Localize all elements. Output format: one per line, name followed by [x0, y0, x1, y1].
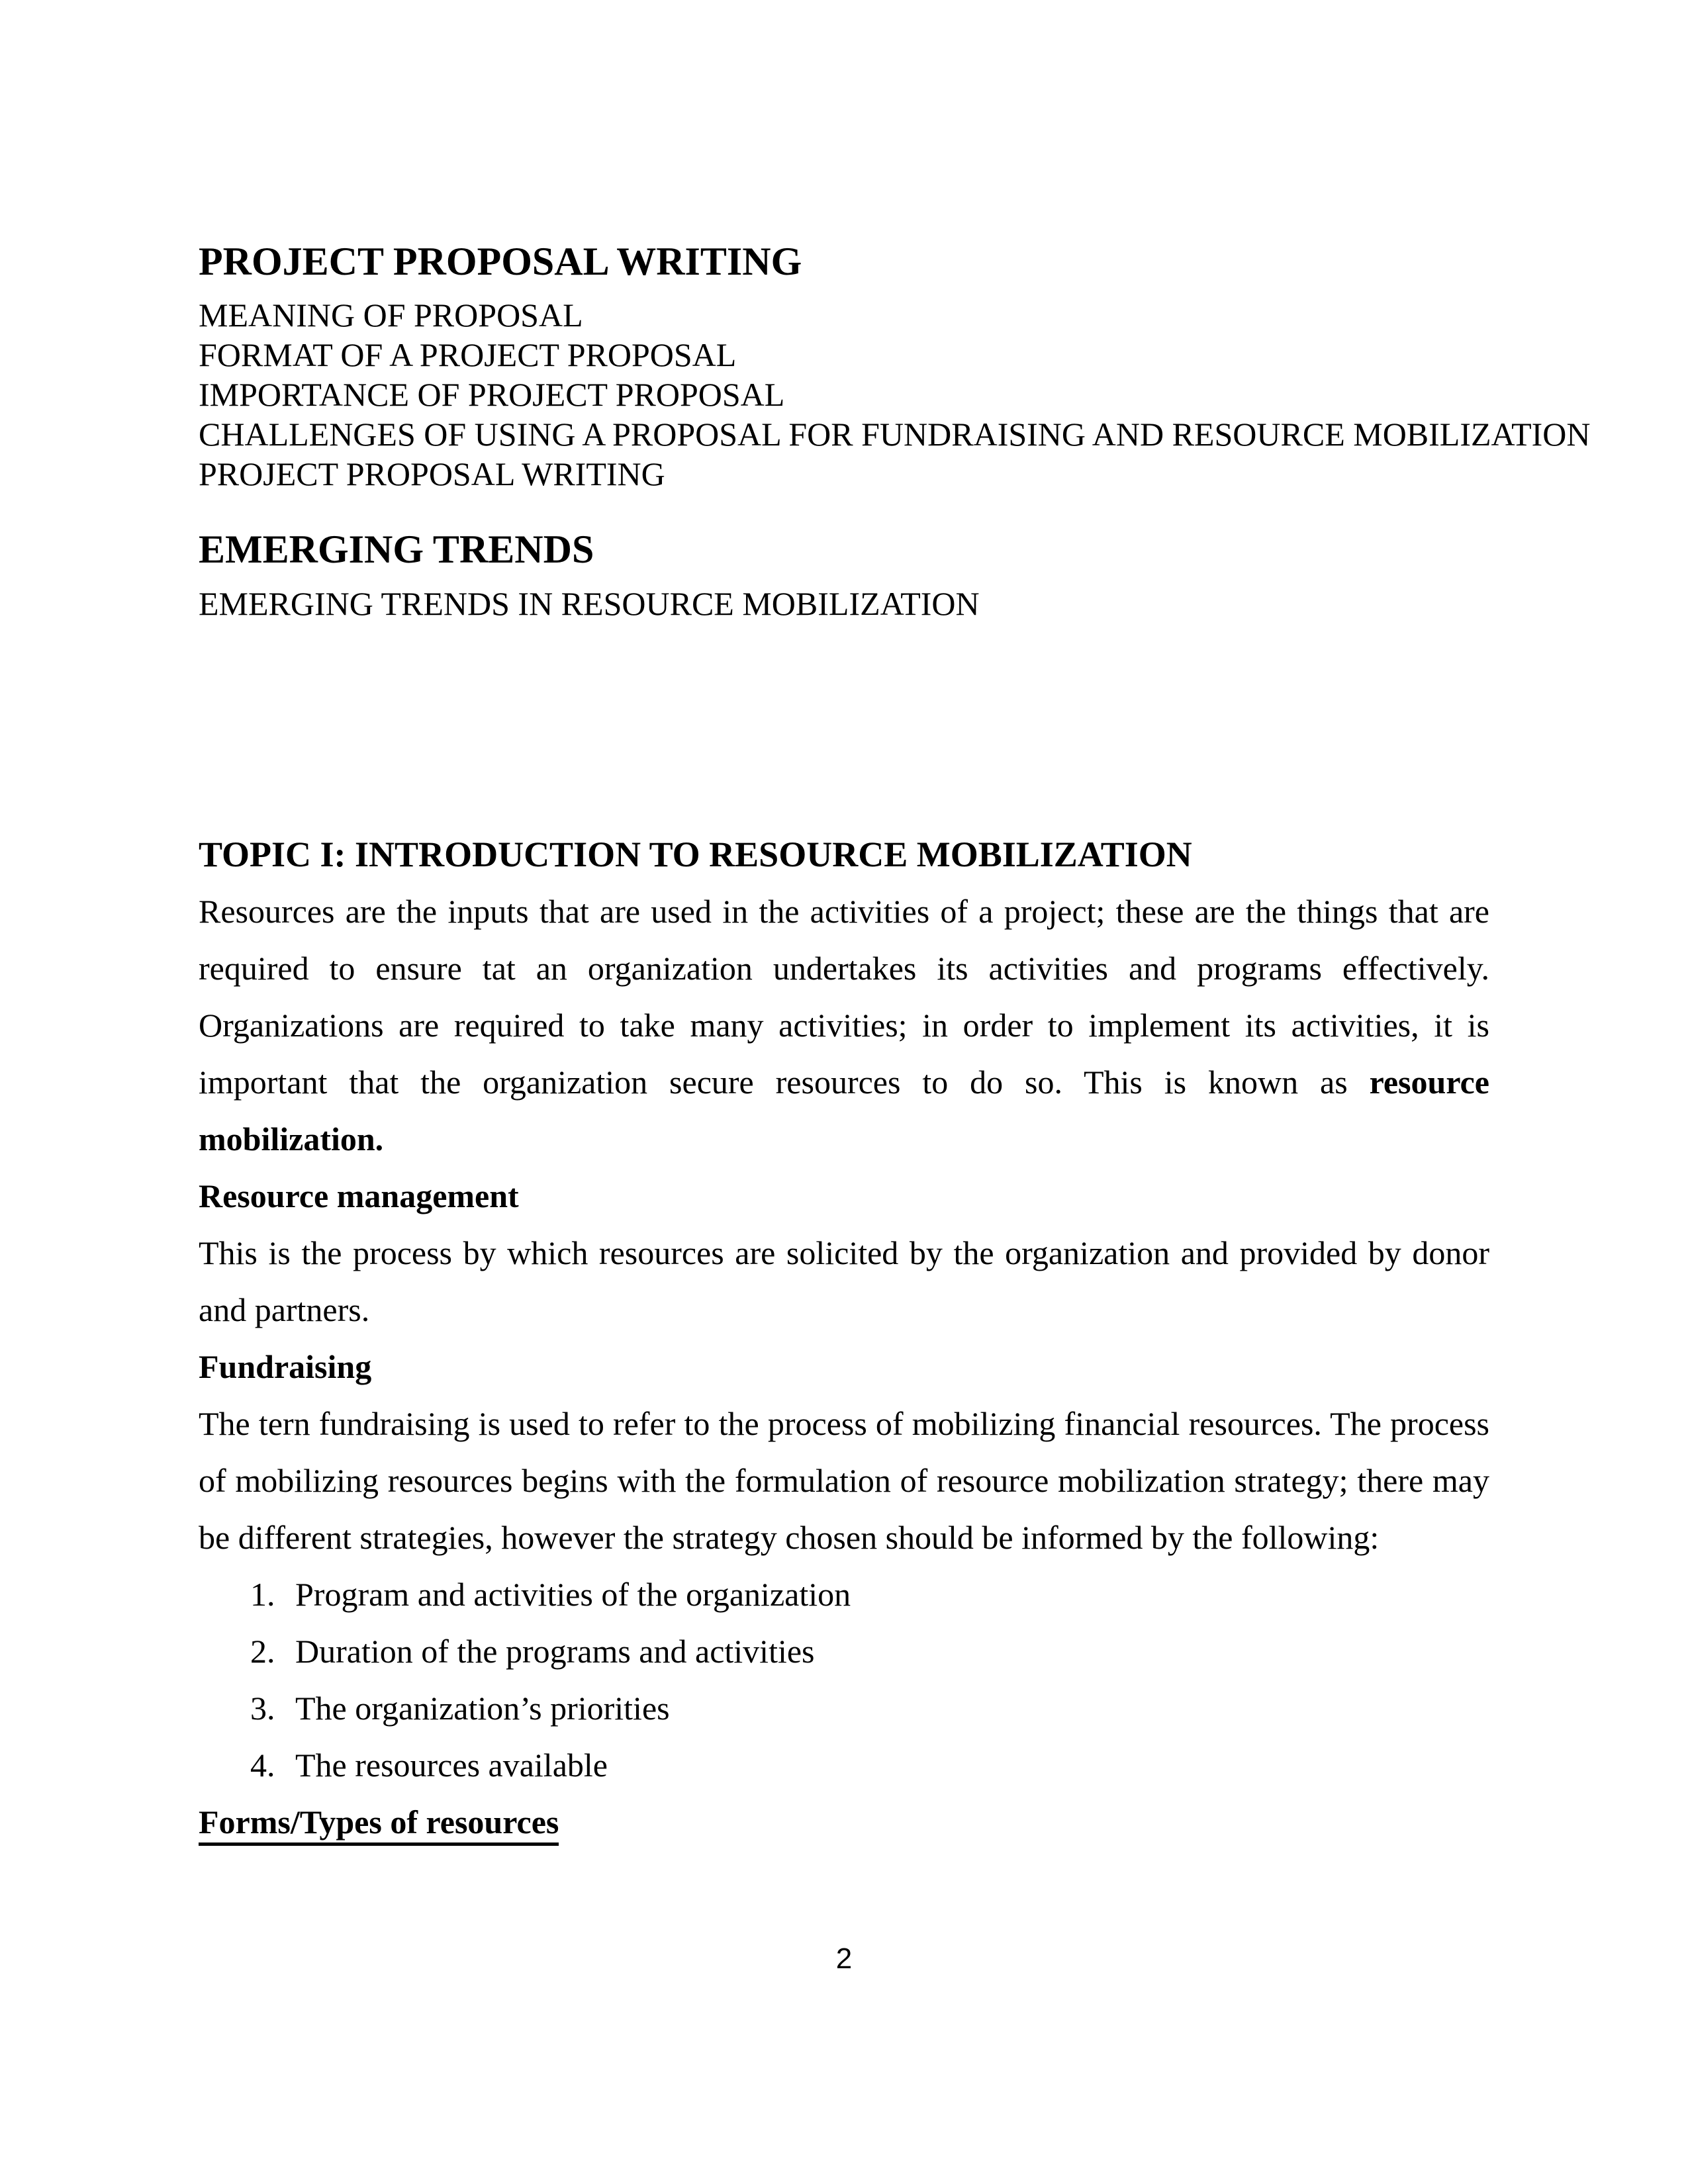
list-item: [199, 1737, 1489, 1794]
fundraising-heading: Fundraising: [199, 1348, 372, 1385]
emerging-trends-subtitle: EMERGING TRENDS IN RESOURCE MOBILIZATION: [199, 585, 980, 622]
header-line: IMPORTANCE OF PROJECT PROPOSAL: [199, 376, 785, 413]
list-item-number: 2.: [250, 1633, 275, 1670]
list-item: [199, 1566, 1489, 1623]
header-line: MEANING OF PROPOSAL: [199, 296, 583, 334]
resource-management-heading: Resource management: [199, 1177, 519, 1214]
list-item-text: Duration of the programs and activities: [295, 1633, 815, 1670]
page-title: PROJECT PROPOSAL WRITING: [199, 240, 802, 283]
header-line: FORMAT OF A PROJECT PROPOSAL: [199, 336, 737, 373]
page-number: 2: [835, 1942, 853, 1975]
header-line: CHALLENGES OF USING A PROPOSAL FOR FUNDRAISING AND RESOURCE MOBILIZATION: [199, 416, 1591, 453]
list-item-text: Program and activities of the organization: [295, 1576, 851, 1613]
list-item: [199, 1623, 1489, 1680]
header-line: PROJECT PROPOSAL WRITING: [199, 455, 665, 492]
intro-paragraph-bold: resource mobilization.: [199, 1064, 1489, 1158]
forms-types-heading: [199, 1794, 1489, 1850]
emerging-trends-title: EMERGING TRENDS: [199, 527, 594, 571]
list-item-number: 3.: [250, 1690, 275, 1727]
forms-types-heading-text: Forms/Types of resources: [199, 1801, 559, 1846]
list-item-text: The resources available: [295, 1747, 608, 1784]
strategy-list: [199, 1566, 1489, 1794]
page-content: [199, 0, 1591, 1850]
fundraising-paragraph: The tern fundraising is used to refer to the process of mobilizing financial resources. The process of mobilizing resources begins with the formulation of resource mobilization strategy; there may be different strategies, however the strategy chosen should be informed by the following:: [199, 1405, 1489, 1556]
intro-paragraph: [199, 883, 1489, 1167]
intro-paragraph-text: Resources are the inputs that are used in the activities of a project; these are the things that are required to ensure tat an organization undertakes its activities and programs effectively. Organizations are required to take many activities; in order to implement its activities, it is important that the organization secure resources to do so. This is known as: [199, 893, 1489, 1101]
list-item-text: The organization’s priorities: [295, 1690, 670, 1727]
list-item-number: 4.: [250, 1747, 275, 1784]
topic-heading: TOPIC I: INTRODUCTION TO RESOURCE MOBILIZATION: [199, 835, 1192, 874]
resource-management-paragraph: This is the process by which resources are solicited by the organization and provided by donor and partners.: [199, 1234, 1489, 1328]
list-item: [199, 1680, 1489, 1737]
list-item-number: 1.: [250, 1576, 275, 1613]
